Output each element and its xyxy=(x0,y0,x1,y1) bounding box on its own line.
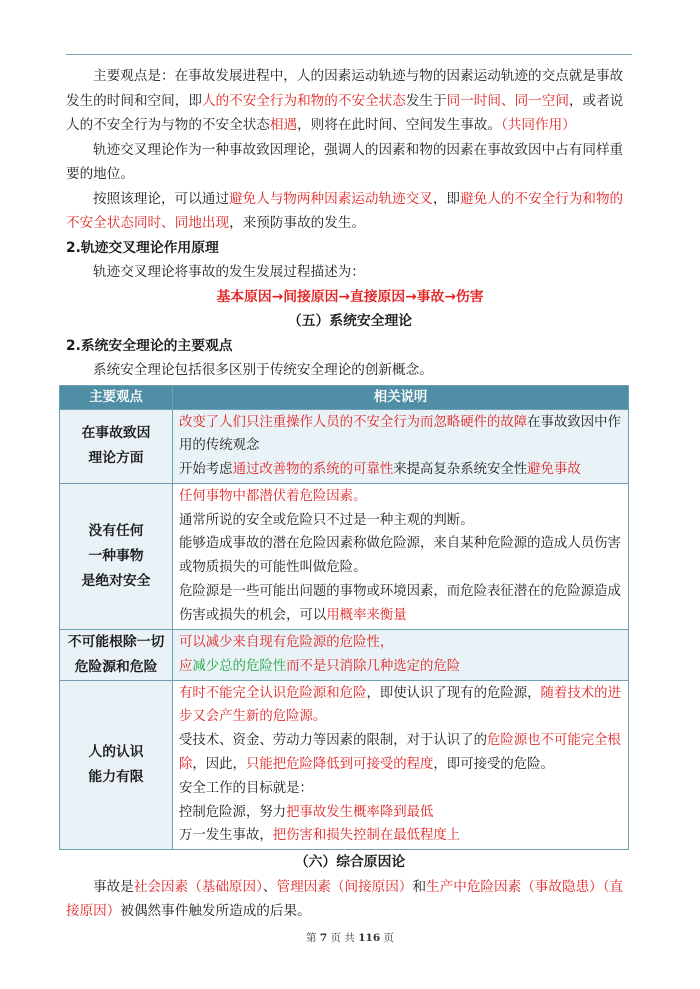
system-safety-table xyxy=(59,385,629,851)
paragraph-trajectory-theory: 轨迹交叉理论作为一种事故致因理论，强调人的因素和物的因素在事故致因中占有同样重要的地位。 xyxy=(66,141,624,182)
highlight-text: 生产中危险因素（事故隐患）（直接原因） xyxy=(66,878,624,920)
desc-line xyxy=(179,801,625,825)
text: 主要观点是：在事故发展进程中，人的因素运动轨迹与物的因素运动轨迹的交点就是事故发生的时间和空间，即 xyxy=(66,68,624,109)
paragraph-process: 轨迹交叉理论将事故的发生发展过程描述为： xyxy=(93,264,365,280)
text: ，则将在此时间、空间发生事故。 xyxy=(297,117,501,133)
desc-line xyxy=(179,580,625,628)
text: 在事故致因中作用的传统观念 xyxy=(179,414,621,454)
highlight-text: 避免人的不安全行为和物的不安全状态同时、同地出现 xyxy=(66,190,624,231)
desc-line xyxy=(179,824,625,848)
desc-line xyxy=(179,411,625,459)
text: 被偶然事件触发所造成的后果。 xyxy=(120,903,311,920)
column-header: 主要观点 xyxy=(60,385,173,409)
emphasis-text: 减少总的危险性 xyxy=(192,658,287,674)
key-line: 在事故致因 xyxy=(81,425,151,442)
header-rule xyxy=(66,54,632,55)
heading-principle: 2.轨迹交叉理论作用原理 xyxy=(66,239,219,256)
section-title-system-safety: （五）系统安全理论 xyxy=(287,313,413,329)
table-row xyxy=(60,409,629,483)
highlight-text: 应 xyxy=(179,658,193,674)
highlight-text: 随着技术的进步又会产生新的危险源。 xyxy=(179,685,621,725)
table-row xyxy=(60,680,629,850)
footer-text: 页 共 xyxy=(330,932,355,944)
paragraph-system-intro: 系统安全理论包括很多区别于传统安全理论的创新概念。 xyxy=(93,362,433,378)
key-line: 理论方面 xyxy=(88,450,144,467)
key-line: 危险源和危险 xyxy=(74,658,158,675)
table-row xyxy=(60,483,629,629)
text: ，因此， xyxy=(192,757,246,773)
highlight-text: 避免人与物两种因素运动轨迹交叉 xyxy=(228,190,433,207)
table-row xyxy=(60,629,629,680)
text: 来提高复杂系统安全性 xyxy=(393,462,528,478)
footer-text: 第 xyxy=(306,932,317,944)
column-header: 相关说明 xyxy=(173,385,629,409)
highlight-text: 而不是只消除几种选定的危险 xyxy=(286,658,461,674)
text: 受技术、资金、劳动力等因素的限制，对于认识了的 xyxy=(179,733,487,749)
desc-line xyxy=(179,729,625,777)
text: ，即可接受的危险。 xyxy=(433,757,554,773)
key-line: 没有任何 xyxy=(88,522,144,539)
desc-line xyxy=(179,458,625,482)
highlight-text: 通过改善物的系统的可靠性 xyxy=(232,462,394,478)
table-header-row xyxy=(60,385,629,409)
key-line: 能力有限 xyxy=(88,768,144,785)
row-description xyxy=(173,680,629,850)
highlight-text: 避免事故 xyxy=(527,462,581,478)
key-line: 一种事物 xyxy=(88,547,144,564)
desc-line: 安全工作的目标就是： xyxy=(179,780,313,796)
row-description xyxy=(173,629,629,680)
text: 和 xyxy=(412,878,427,895)
desc-line: 可以减少来自现有危险源的危险性， xyxy=(179,634,394,650)
highlight-text: 把事故发生概率降到最低 xyxy=(286,804,434,820)
text: ，或者说人的不安全行为与物的不安全状态 xyxy=(66,92,624,133)
row-description xyxy=(173,483,629,629)
page-number: 7 xyxy=(319,932,328,944)
highlight-text: （共同作用） xyxy=(501,117,576,133)
desc-line: 能够造成事故的潜在危险因素称做危险源，来自某种危险源的造成人员伤害或物质损失的可能性叫做危险。 xyxy=(179,536,621,576)
highlight-text: 相遇 xyxy=(269,117,298,133)
desc-line: 任何事物中都潜伏着危险因素。 xyxy=(179,488,367,504)
highlight-text: 危险源也不可能完全根除 xyxy=(179,733,621,773)
text: 开始考虑 xyxy=(179,462,233,478)
text: ，来预防事故的发生。 xyxy=(229,215,366,231)
paragraph-combined-cause xyxy=(66,875,634,924)
cause-chain: 基本原因→间接原因→直接原因→事故→伤害 xyxy=(216,288,484,305)
text: ，即 xyxy=(432,190,461,207)
desc-line: 通常所说的安全或危险只不过是一种主观的判断。 xyxy=(179,512,474,528)
key-line: 是绝对安全 xyxy=(81,572,151,589)
page-content xyxy=(66,64,634,924)
text: 危险源是一些可能出问题的事物或环境因素，而危险表征潜在的危险源造成伤害或损失的机会，可以 xyxy=(179,584,621,623)
highlight-text: 只能把危险降低到可接受的程度 xyxy=(245,757,434,773)
paragraph-prevention xyxy=(66,187,634,236)
row-key xyxy=(60,680,173,850)
desc-line xyxy=(179,655,625,679)
highlight-text: 改变了人们只注重操作人员的不安全行为而忽略硬件的故障 xyxy=(179,414,528,430)
row-key xyxy=(60,483,173,629)
section-title-combined-cause: （六）综合原因论 xyxy=(294,854,406,871)
highlight-text: 社会因素（基础原因） xyxy=(133,878,263,895)
row-key xyxy=(60,629,173,680)
text: 万一发生事故， xyxy=(179,828,273,844)
row-description xyxy=(173,409,629,483)
text: 控制危险源，努力 xyxy=(179,804,287,820)
footer-text: 页 xyxy=(383,932,394,944)
highlight-text: 用概率来衡量 xyxy=(326,607,407,623)
page-footer xyxy=(0,930,700,945)
key-line: 不可能根除一切 xyxy=(67,633,165,650)
text: 发生于 xyxy=(405,92,447,109)
desc-line xyxy=(179,682,625,730)
highlight-text: 人的不安全行为和物的不安全状态 xyxy=(201,92,406,109)
highlight-text: 同一时间、同一空间 xyxy=(446,92,569,109)
text: 按照该理论，可以通过 xyxy=(93,190,229,207)
text: ，即使认识了现有的危险源， xyxy=(366,685,541,701)
heading-system-views: 2.系统安全理论的主要观点 xyxy=(66,337,233,354)
highlight-text: 管理因素（间接原因） xyxy=(276,878,413,895)
total-pages: 116 xyxy=(358,932,381,944)
paragraph-main-view xyxy=(66,64,634,138)
row-key xyxy=(60,409,173,483)
highlight-text: 有时不能完全认识危险源和危险 xyxy=(179,685,367,701)
text: 事故是 xyxy=(93,878,134,895)
highlight-text: 把伤害和损失控制在最低程度上 xyxy=(272,828,461,844)
key-line: 人的认识 xyxy=(88,743,144,760)
text: 、 xyxy=(262,878,277,895)
